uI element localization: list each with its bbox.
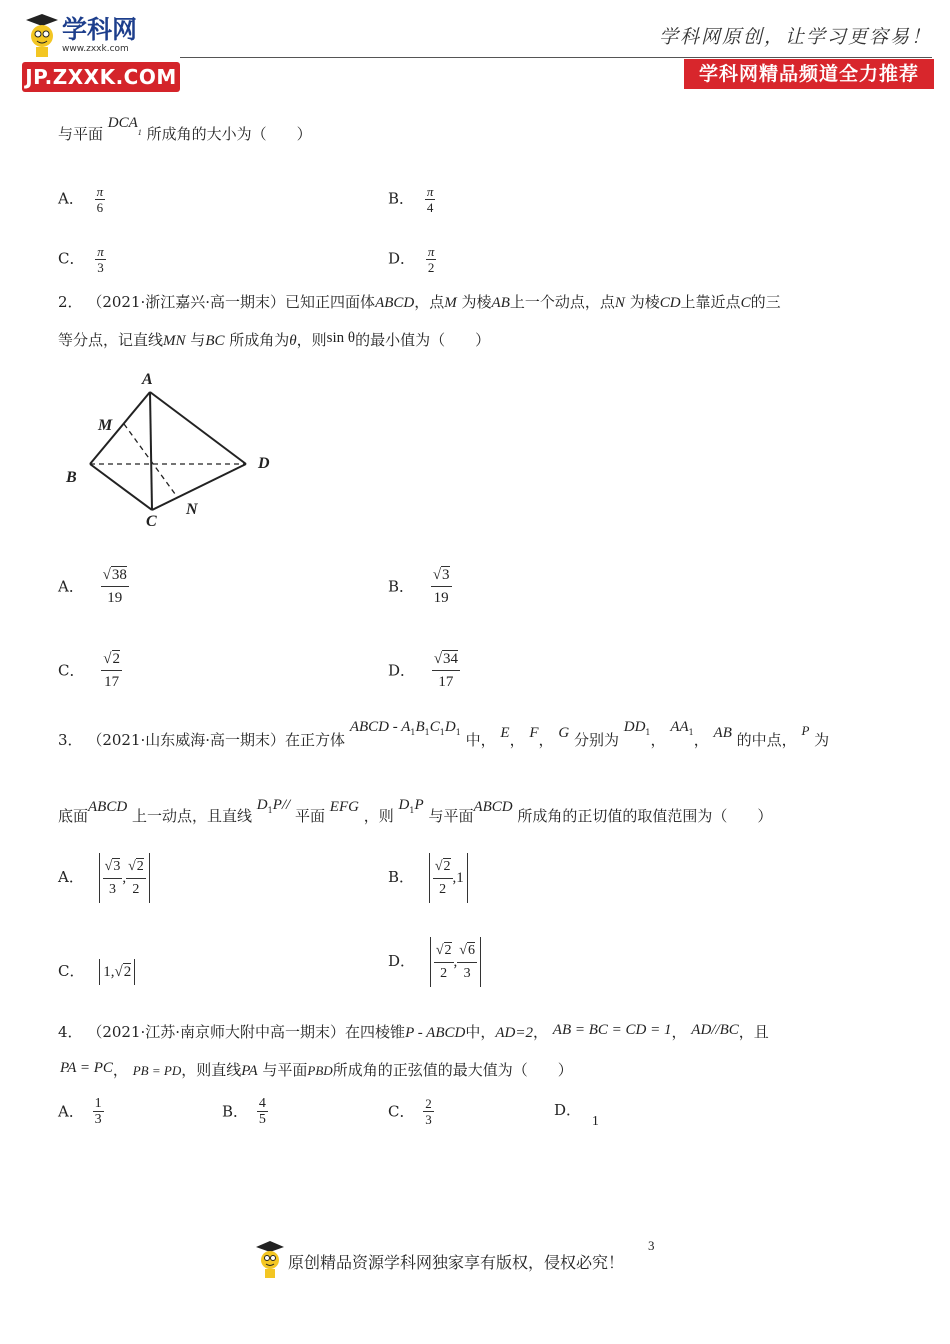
q3-option-c[interactable] <box>58 954 135 988</box>
sub: 1 <box>424 728 430 737</box>
vertex-a-label: A <box>142 371 153 388</box>
sub: 1 <box>410 728 416 737</box>
fraction <box>434 940 454 985</box>
denominator: 3 <box>463 966 471 982</box>
text: 在正方体 <box>285 731 346 749</box>
footer-copyright: 原创精品资源学科网独家享有版权，侵权必究！ <box>288 1253 625 1272</box>
option-label: A． <box>58 577 84 596</box>
radicand: 34 <box>443 651 459 667</box>
q2-stem-line2 <box>58 330 490 351</box>
point-n-label: N <box>186 501 198 518</box>
option-label: B． <box>388 577 415 596</box>
text: ， <box>693 731 709 749</box>
q4-option-a[interactable] <box>58 1096 104 1127</box>
q3-cube-notation <box>350 717 461 735</box>
math: G <box>558 725 570 741</box>
numerator: π <box>426 184 434 199</box>
question-number: 4． <box>58 1023 83 1041</box>
numerator: 2 <box>425 1096 432 1111</box>
fraction <box>423 1096 434 1127</box>
radicand: 2 <box>123 964 132 980</box>
fraction <box>426 244 437 275</box>
tetrahedron-figure <box>60 364 280 534</box>
math: BC <box>205 333 225 349</box>
edge-cd <box>152 464 246 510</box>
math: D <box>398 797 410 813</box>
math: MN <box>163 333 186 349</box>
interval: $\frac{√2}{2}$ ,1 <box>429 853 468 903</box>
question-source: （2021·浙江嘉兴·高一期末） <box>87 293 286 311</box>
question-number: 3． <box>58 731 83 749</box>
text: 上一个动点，点 <box>509 293 615 311</box>
math: P <box>414 797 424 813</box>
text: ， <box>671 1023 687 1041</box>
math: P - ABCD <box>405 1025 466 1041</box>
math: N <box>614 295 625 311</box>
logo-name: 学科网 <box>62 15 138 44</box>
text: 等分点，记直线 <box>58 331 164 349</box>
radicand: 3 <box>442 567 450 583</box>
math: ABCD <box>88 799 128 815</box>
url-badge[interactable]: JP.ZXXK.COM <box>22 62 180 92</box>
numerator: √38 <box>101 564 129 587</box>
numerator: √2 <box>434 940 454 963</box>
option-label: C． <box>58 249 85 268</box>
mascot-icon <box>254 1240 286 1280</box>
radicand: 2 <box>136 859 144 875</box>
option-value: 1 <box>591 1114 599 1129</box>
text: ，则 <box>363 807 394 825</box>
option-label: B． <box>388 868 415 886</box>
option-label: C． <box>58 661 85 680</box>
text: 的三 <box>750 293 781 311</box>
q1-option-b[interactable] <box>388 184 435 215</box>
fraction <box>95 244 106 275</box>
numerator: 4 <box>258 1096 266 1111</box>
text: ， <box>532 1023 548 1041</box>
q3-option-a[interactable] <box>58 852 150 903</box>
sub: 1 <box>409 806 415 815</box>
page-number: 3 <box>648 1238 655 1253</box>
math: P <box>272 797 282 813</box>
radicand: 6 <box>467 943 475 959</box>
fraction <box>95 184 106 215</box>
radicand: 38 <box>111 567 127 583</box>
denominator: 19 <box>107 590 123 606</box>
text: 底面 <box>58 807 89 825</box>
q1-plane: DCA <box>107 115 138 131</box>
math: AA <box>670 719 689 735</box>
vertex-c-label: C <box>146 513 157 530</box>
q1-option-d[interactable] <box>388 244 436 275</box>
header-banner[interactable]: 学科网精品频道全力推荐 <box>684 59 934 89</box>
q1-option-a[interactable] <box>58 184 105 215</box>
interval: 1,√2 <box>99 959 135 985</box>
text: ，则直线 <box>181 1061 242 1079</box>
math: D <box>444 719 456 735</box>
text: 所成角的正切值的取值范围为（ ） <box>517 807 773 825</box>
text: ， <box>509 731 525 749</box>
fraction <box>126 856 146 901</box>
radicand: 3 <box>113 859 121 875</box>
text: 上靠近点 <box>680 293 741 311</box>
numerator: π <box>96 184 104 199</box>
q1-prefix: 与平面 <box>58 125 104 143</box>
text: 中， <box>465 1023 496 1041</box>
math: ABCD <box>375 295 415 311</box>
option-label: A． <box>58 1102 84 1121</box>
math: F <box>529 725 539 741</box>
math: PA = PC <box>60 1060 113 1076</box>
option-label: A． <box>58 189 84 208</box>
sub: 1 <box>439 728 445 737</box>
numerator: π <box>97 244 104 259</box>
option-label: D． <box>388 952 416 970</box>
q2-option-b[interactable] <box>388 564 452 609</box>
text: 中， <box>465 731 496 749</box>
math: ABCD <box>473 799 513 815</box>
mascot-icon <box>22 12 60 60</box>
logo-sub: www.zxxk.com <box>62 44 129 54</box>
interval: $\frac{√3}{3}$ , $\frac{√2}{2}$ <box>99 853 150 903</box>
edge-bc <box>90 464 152 510</box>
text: ，点 <box>414 293 445 311</box>
q3-option-b[interactable] <box>388 852 468 903</box>
question-source: （2021·山东威海·高一期末） <box>87 731 286 749</box>
denominator: 2 <box>439 882 447 898</box>
q2-stem-line1 <box>58 292 781 313</box>
text: 为棱 <box>461 293 492 311</box>
edge-ad <box>150 392 246 464</box>
math: M <box>444 295 457 311</box>
sub: 1 <box>688 728 694 737</box>
numerator: √3 <box>431 564 452 587</box>
header-divider <box>180 57 932 58</box>
text: 的中点， <box>736 731 797 749</box>
sub: 1 <box>645 728 651 737</box>
text: 与 <box>190 331 206 349</box>
option-label: A． <box>58 868 84 886</box>
denominator: 6 <box>96 200 104 215</box>
numerator: √3 <box>103 856 123 879</box>
denominator: 5 <box>258 1112 266 1127</box>
text: 与平面 <box>428 807 474 825</box>
numerator: √6 <box>457 940 477 963</box>
math: PBD <box>307 1063 333 1078</box>
q4-stem-line2 <box>60 1060 573 1081</box>
text: 在四棱锥 <box>345 1023 406 1041</box>
question-number: 2． <box>58 293 83 311</box>
denominator: 2 <box>440 966 448 982</box>
q4-stem-line1 <box>58 1022 769 1043</box>
fraction <box>103 856 123 901</box>
fraction <box>425 184 436 215</box>
text: ， <box>650 731 666 749</box>
fraction <box>431 564 452 609</box>
text: 与平面 <box>262 1061 308 1079</box>
fraction <box>433 856 453 901</box>
numerator: √2 <box>126 856 146 879</box>
option-label: C． <box>58 962 85 980</box>
sub: 1 <box>455 728 461 737</box>
option-label: D． <box>388 249 416 268</box>
radicand: 2 <box>443 859 451 875</box>
q4-option-b[interactable] <box>222 1096 268 1127</box>
sub: 1 <box>267 806 273 815</box>
vertex-b-label: B <box>66 469 77 486</box>
text: 平面 <box>295 807 326 825</box>
text: ， <box>112 1061 128 1079</box>
math: θ <box>289 333 297 349</box>
math: AD=2 <box>495 1025 533 1041</box>
numerator: √34 <box>432 648 460 671</box>
math: // <box>281 797 291 813</box>
denominator: 4 <box>426 200 434 215</box>
denominator: 17 <box>438 674 454 690</box>
option-label: B． <box>222 1102 249 1121</box>
q3-stem-line2 <box>58 797 773 833</box>
denominator: 17 <box>104 674 120 690</box>
denominator: 2 <box>132 882 140 898</box>
text: 为棱 <box>629 293 660 311</box>
q4-option-c[interactable] <box>388 1096 434 1127</box>
denominator: 19 <box>433 590 449 606</box>
site-logo[interactable] <box>22 10 182 94</box>
text: 已知正四面体 <box>285 293 376 311</box>
math: C <box>429 719 440 735</box>
math: PB = PD <box>132 1063 182 1078</box>
radicand: 2 <box>112 651 120 667</box>
bound: 1 <box>456 870 464 886</box>
q2-option-c[interactable] <box>58 648 122 693</box>
denominator: 3 <box>94 1112 102 1127</box>
fraction <box>93 1096 104 1127</box>
text: 的最小值为（ ） <box>355 331 491 349</box>
math: P <box>801 723 810 738</box>
numerator: π <box>427 244 435 259</box>
numerator: √2 <box>433 856 453 879</box>
q2-option-a[interactable] <box>58 564 129 609</box>
fraction <box>457 940 477 985</box>
option-label: D． <box>388 661 416 680</box>
denominator: 2 <box>427 260 435 275</box>
text: 分别为 <box>573 731 619 749</box>
text: 上一动点，且直线 <box>131 807 252 825</box>
q1-suffix: 所成角的大小为（ ） <box>146 125 312 143</box>
denominator: 3 <box>97 260 104 275</box>
math: C <box>740 295 751 311</box>
option-label: C． <box>388 1102 415 1121</box>
edge-ac <box>150 392 152 510</box>
text: ， <box>538 731 554 749</box>
math: B <box>415 719 425 735</box>
text: 为 <box>814 731 830 749</box>
math: D <box>256 797 268 813</box>
math: ABCD - A <box>349 719 411 735</box>
fraction <box>257 1096 268 1127</box>
math: E <box>500 725 510 741</box>
q3-stem-line1 <box>58 719 830 757</box>
math: PA <box>241 1063 258 1079</box>
fraction <box>101 648 122 693</box>
text: ，则 <box>296 331 327 349</box>
math: AB <box>491 295 510 311</box>
numerator: √2 <box>101 648 122 671</box>
math: AB <box>713 725 732 741</box>
q2-option-d[interactable] <box>388 648 460 693</box>
q3-option-d[interactable] <box>388 936 481 987</box>
q1-plane-sub: 1 <box>137 128 142 137</box>
radicand: 2 <box>444 943 452 959</box>
math: sin θ <box>326 330 356 346</box>
math: AB = BC = CD = 1 <box>552 1022 672 1038</box>
question-source: （2021·江苏·南京师大附中高一期末） <box>87 1023 346 1041</box>
bound: 1 <box>103 964 111 980</box>
option-label: B． <box>388 189 415 208</box>
math: EFG <box>329 799 359 815</box>
q1-stem-tail <box>58 115 312 151</box>
numerator: 1 <box>94 1096 102 1111</box>
math: AD//BC <box>691 1022 739 1038</box>
text: 所成角为 <box>229 331 290 349</box>
point-m-label: M <box>98 417 113 434</box>
math: CD <box>659 295 681 311</box>
fraction <box>101 564 129 609</box>
option-label: D． <box>554 1101 582 1119</box>
math: DD <box>623 719 646 735</box>
denominator: 3 <box>108 882 116 898</box>
q4-option-d[interactable] <box>554 1101 599 1129</box>
interval: $\frac{√2}{2}$ , $\frac{√6}{3}$ <box>430 937 481 987</box>
denominator: 3 <box>425 1112 432 1127</box>
text: ，且 <box>738 1023 769 1041</box>
text: 所成角的正弦值的最大值为（ ） <box>332 1061 573 1079</box>
vertex-d-label: D <box>258 455 270 472</box>
header-slogan: 学科网原创，让学习更容易！ <box>658 26 932 48</box>
q1-option-c[interactable] <box>58 244 106 275</box>
fraction <box>432 648 460 693</box>
